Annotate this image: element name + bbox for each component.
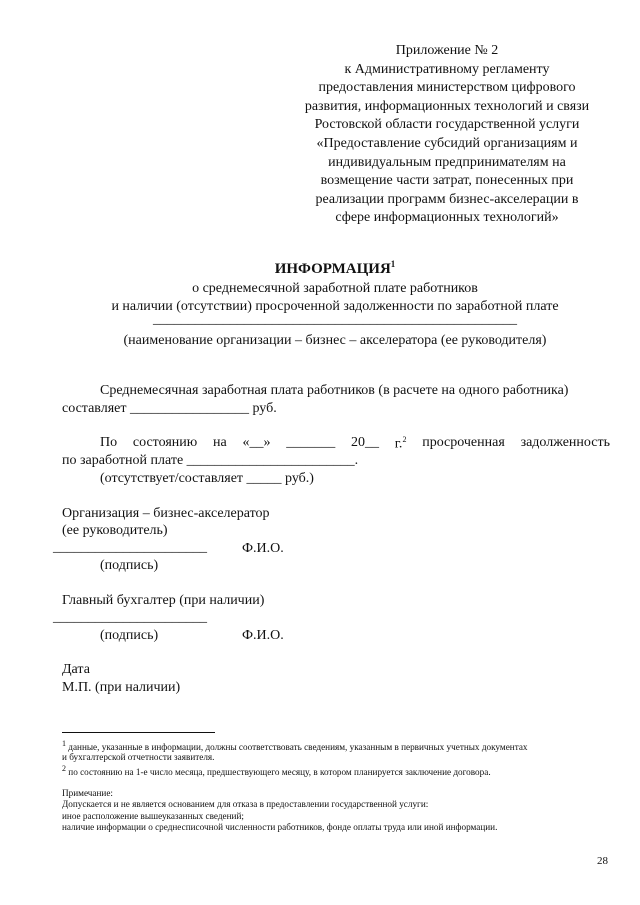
document-title (0, 259, 640, 278)
organization-label: Организация – бизнес-акселератор (62, 506, 270, 521)
debt-word: По (100, 435, 118, 450)
footnote-1-text: данные, указанные в информации, должны соответствовать сведениям, указанным в первичных учетных документах (66, 742, 528, 753)
debt-word: состоянию (132, 435, 198, 450)
footnote-2 (62, 764, 491, 777)
debt-line-1 (100, 435, 610, 453)
appendix-line: Ростовской области государственной услуги (314, 117, 580, 133)
note-title: Примечание: (62, 788, 113, 798)
appendix-header (298, 42, 596, 228)
debt-year-blank: 20__ (351, 435, 379, 450)
director-signature-line: ______________________ (53, 540, 207, 555)
stamp-label: М.П. (при наличии) (62, 680, 181, 695)
footnote-2-text: по состоянию на 1-е число месяца, предшествующего месяцу, в котором планируется заключение договора. (66, 767, 491, 778)
appendix-line: возмещение части затрат, понесенных при (320, 173, 574, 189)
debt-day-blank: «__» (242, 435, 271, 450)
salary-line-1: Среднемесячная заработная плата работников (в расчете на одного работника) (100, 383, 569, 398)
title-text: ИНФОРМАЦИЯ (274, 261, 391, 277)
appendix-line: сфере информационных технологий» (335, 210, 559, 226)
appendix-line: к Административному регламенту (344, 61, 550, 77)
subtitle-line-2: и наличии (отсутствии) просроченной задолженности по заработной плате (111, 299, 559, 314)
organization-name-blank: ____________________________________________________ (153, 312, 517, 327)
appendix-line: индивидуальным предпринимателям на (328, 154, 566, 170)
debt-footnote-mark: 2 (402, 435, 407, 444)
debt-word (395, 435, 407, 453)
appendix-line: «Предоставление субсидий организациям и (316, 135, 578, 151)
subtitle-line-1: о среднемесячной заработной плате работников (192, 281, 478, 296)
footnote-1-mark: 1 (62, 739, 66, 748)
debt-line-2: по заработной плате ________________________. (62, 453, 359, 468)
director-fio-label: Ф.И.О. (242, 541, 284, 556)
organization-sublabel: (ее руководитель) (62, 523, 168, 538)
accountant-signature-line: ______________________ (53, 610, 207, 625)
director-signature-caption: (подпись) (100, 558, 159, 573)
note-line-1: Допускается и не является основанием для отказа в предоставлении государственной услуги: (62, 799, 429, 809)
appendix-line: предоставления министерством цифрового (318, 80, 576, 96)
accountant-signature-caption: (подпись) (100, 628, 159, 643)
debt-year-abbr: г. (394, 436, 403, 452)
title-footnote-mark: 1 (390, 259, 396, 269)
page-number: 28 (597, 855, 608, 867)
debt-month-blank: _______ (286, 435, 336, 450)
date-label: Дата (62, 662, 90, 677)
salary-line-2: составляет _________________ руб. (62, 401, 277, 416)
note-line-3: наличие информации о среднесписочной численности работников, фонде оплаты труда или иной информации. (62, 822, 498, 832)
footnote-2-mark: 2 (62, 764, 66, 773)
accountant-fio-label: Ф.И.О. (242, 628, 284, 643)
footnote-1-line-1 (62, 739, 528, 752)
footnote-separator (62, 732, 215, 733)
debt-word: задолженность (520, 435, 610, 450)
appendix-line: развития, информационных технологий и связи (304, 98, 590, 114)
organization-name-caption: (наименование организации – бизнес – акселератора (ее руководителя) (123, 333, 547, 348)
appendix-line: Приложение № 2 (395, 43, 499, 58)
appendix-line: реализации программ бизнес-акселерации в (315, 191, 579, 207)
debt-word: на (212, 435, 227, 450)
footnote-1-line-2: и бухгалтерской отчетности заявителя. (62, 752, 215, 762)
accountant-label: Главный бухгалтер (при наличии) (62, 593, 265, 608)
note-line-2: иное расположение вышеуказанных сведений; (62, 811, 244, 821)
debt-line-3: (отсутствует/составляет _____ руб.) (100, 471, 314, 486)
debt-word: просроченная (422, 435, 505, 450)
